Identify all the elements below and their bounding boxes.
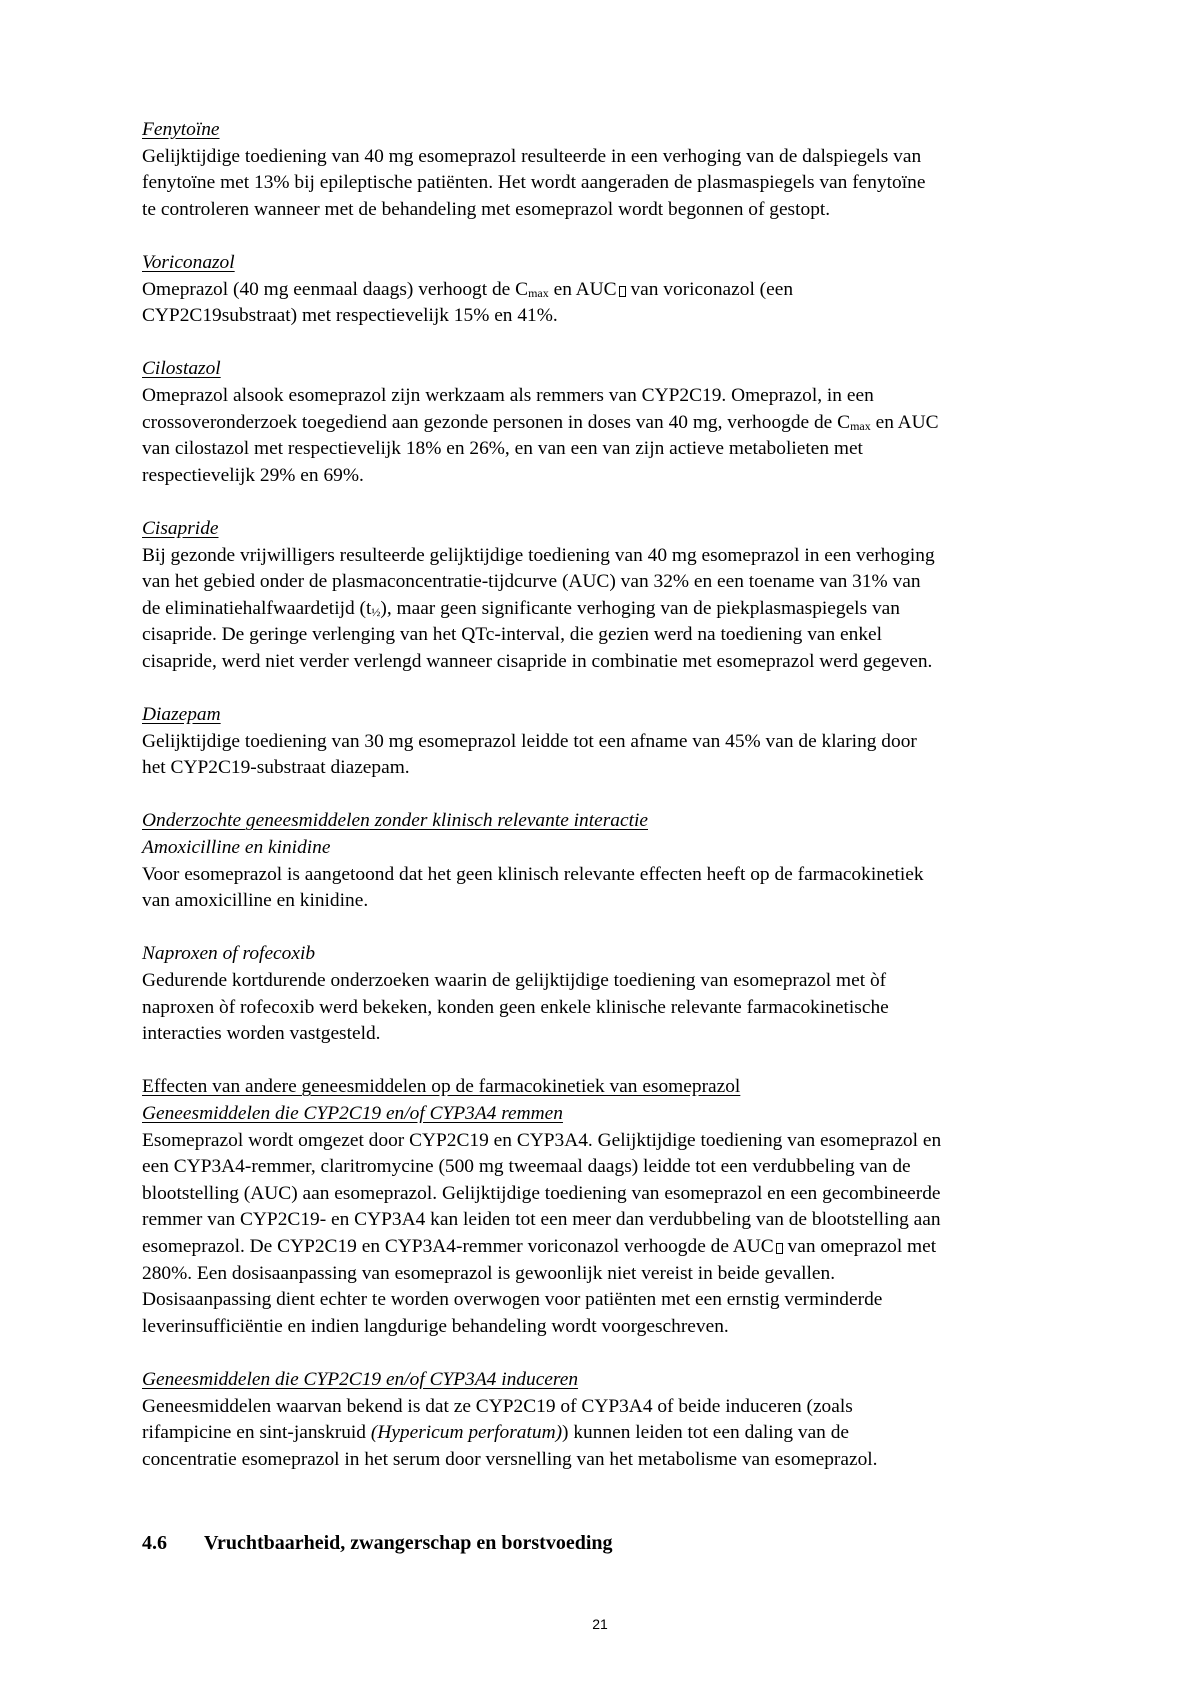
text-line: Omeprazol alsook esomeprazol zijn werkzaam als remmers van CYP2C19. Omeprazol, in een [142,384,874,406]
text-line: Bij gezonde vrijwilligers resulteerde gelijktijdige toediening van 40 mg esomeprazol in een verhoging [142,544,935,566]
text-line: leverinsufficiëntie en indien langdurige behandeling wordt voorgeschreven. [142,1315,729,1337]
missing-glyph-box [619,286,626,297]
text-line: crossoveronderzoek toegediend aan gezonde personen in doses van 40 mg, verhoogde de $C_{max}$ en AUC [142,411,939,433]
page-number: 21 [592,1616,608,1632]
heading-cilostazol: Cilostazol [142,358,221,380]
text-line: Omeprazol (40 mg eenmaal daags) verhoogt de $C_{max}$ en AUC van voriconazol (een [142,278,794,300]
text-line: Gedurende kortdurende onderzoeken waarin de gelijktijdige toediening van esomeprazol met òf [142,970,887,991]
text-line: blootstelling (AUC) aan esomeprazol. Gelijktijdige toediening van esomeprazol en een gecombineerde [142,1182,941,1204]
heading-fenytoine: Fenytoïne [142,119,220,140]
text-line: Geneesmiddelen waarvan bekend is dat ze CYP2C19 of CYP3A4 of beide induceren (zoals [142,1395,853,1417]
text-line: CYP2C19substraat) met respectievelijk 15% en 41%. [142,305,558,327]
text-line: Esomeprazol wordt omgezet door CYP2C19 en CYP3A4. Gelijktijdige toediening van esomeprazol en [142,1129,942,1151]
section-heading-4-6 [142,1532,613,1555]
text-line: concentratie esomeprazol in het serum door versnelling van het metabolisme van esomeprazol. [142,1448,878,1470]
heading-effects: Effecten van andere geneesmiddelen op de farmacokinetiek van esomeprazol [142,1076,741,1098]
section-naproxen [142,941,1072,1047]
missing-glyph-box [776,1243,783,1254]
text-line: Voor esomeprazol is aangetoond dat het geen klinisch relevante effecten heeft op de farmacokinetiek [142,863,924,885]
section-inducers [142,1367,1072,1473]
section-cisapride [142,516,1072,676]
text-line: respectievelijk 29% en 69%. [142,464,364,486]
text-line: te controleren wanneer met de behandeling met esomeprazol wordt begonnen of gestopt. [142,198,831,220]
text-line: van amoxicilline en kinidine. [142,890,369,912]
heading-voriconazol: Voriconazol [142,251,235,273]
text-line: rifampicine en sint-janskruid (Hypericum perforatum)) kunnen leiden tot een daling van de [142,1422,850,1444]
text-line: Gelijktijdige toediening van 40 mg esomeprazol resulteerde in een verhoging van de dalspiegels van [142,145,922,167]
subheading-inhibitors: Geneesmiddelen die CYP2C19 en/of CYP3A4 remmen [142,1102,563,1124]
text-line: Gelijktijdige toediening van 30 mg esomeprazol leidde tot een afname van 45% van de klaring door [142,730,917,752]
section-number: 4.6 [142,1532,167,1554]
subheading-amoxicilline: Amoxicilline en kinidine [142,837,331,859]
text-line: cisapride, werd niet verder verlengd wanneer cisapride in combinatie met esomeprazol werd gegeven. [142,650,933,672]
text-line: esomeprazol. De CYP2C19 en CYP3A4-remmer voriconazol verhoogde de AUC van omeprazol met [142,1235,937,1257]
heading-inducers: Geneesmiddelen die CYP2C19 en/of CYP3A4 induceren [142,1368,579,1390]
heading-cisapride: Cisapride [142,517,219,539]
heading-no-interaction: Onderzochte geneesmiddelen zonder klinisch relevante interactie [142,810,648,832]
text-line: een CYP3A4-remmer, claritromycine (500 mg tweemaal daags) leidde tot een verdubbeling van de [142,1156,911,1178]
text-line: interacties worden vastgesteld. [142,1023,381,1045]
section-voriconazol [142,250,1072,330]
subheading-naproxen: Naproxen of rofecoxib [142,943,316,965]
text-line: van cilostazol met respectievelijk 18% en 26%, en van een van zijn actieve metabolieten met [142,438,863,460]
section-effects [142,1074,1072,1340]
section-cilostazol [142,356,1072,489]
text-line: fenytoïne met 13% bij epileptische patiënten. Het wordt aangeraden de plasmaspiegels van fenytoïne [142,172,926,194]
text-line: van het gebied onder de plasmaconcentratie-tijdcurve (AUC) van 32% en een toename van 31% van [142,571,921,593]
text-line: cisapride. De geringe verlenging van het QTc-interval, die gezien werd na toediening van enkel [142,624,883,646]
section-no-interaction [142,808,1072,914]
text-line: de eliminatiehalfwaardetijd $(t_{\frac{1}{2}})$, maar geen significante verhoging van de piekplasmaspiegels van [142,597,900,619]
section-diazepam [142,702,1072,782]
section-fenytoine [142,117,1072,223]
page-content [142,117,1072,1473]
text-line: het CYP2C19-substraat diazepam. [142,757,410,779]
text-line: remmer van CYP2C19- en CYP3A4 kan leiden tot een meer dan verdubbeling van de blootstelling aan [142,1209,941,1231]
heading-diazepam: Diazepam [142,704,221,726]
text-line: Dosisaanpassing dient echter te worden overwogen voor patiënten met een ernstig verminderde [142,1289,883,1311]
text-line: naproxen òf rofecoxib werd bekeken, konden geen enkele klinische relevante farmacokinetische [142,996,889,1018]
text-line: 280%. Een dosisaanpassing van esomeprazol is gewoonlijk niet vereist in beide gevallen. [142,1262,836,1284]
section-title: Vruchtbaarheid, zwangerschap en borstvoeding [204,1532,613,1554]
